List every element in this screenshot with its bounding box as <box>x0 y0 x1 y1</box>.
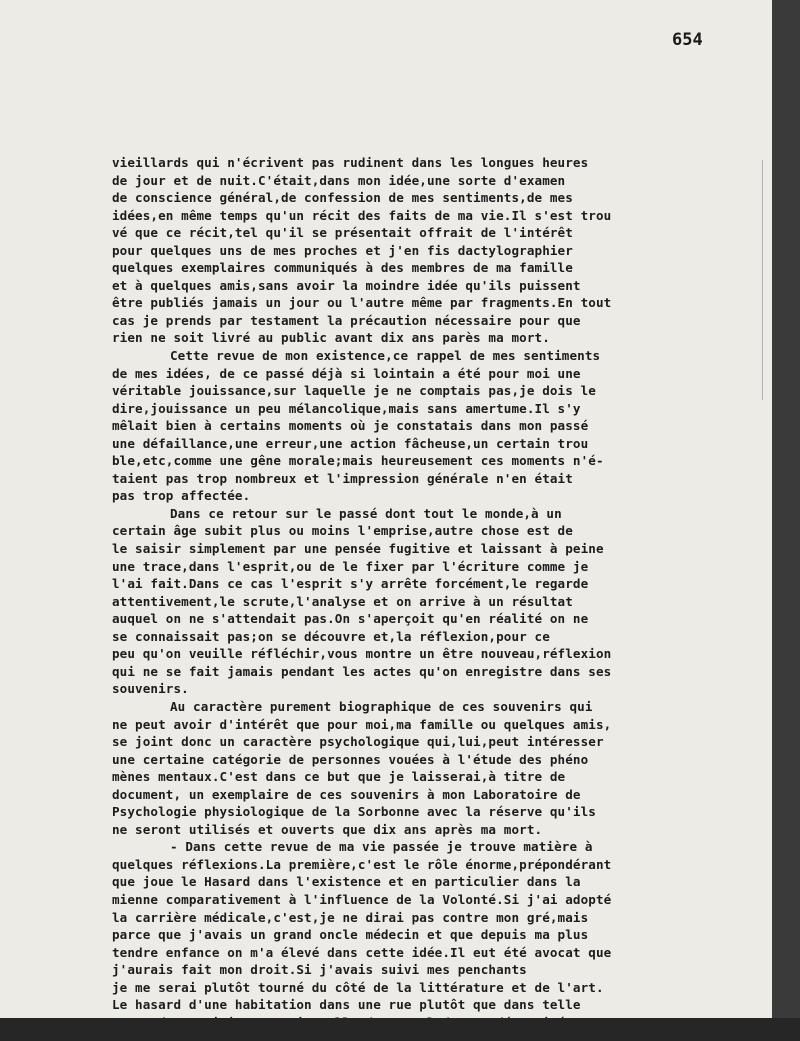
text-line: vé que ce récit,tel qu'il se présentait offrait de l'intérêt <box>112 225 573 241</box>
text-line: une certaine catégorie de personnes vouées à l'étude des phéno <box>112 751 589 767</box>
text-line: pas trop affectée. <box>112 488 251 504</box>
text-line: quelques exemplaires communiqués à des membres de ma famille <box>112 260 573 276</box>
scan-edge-bottom <box>0 1018 800 1041</box>
typed-text-body <box>112 154 772 1031</box>
text-line: se joint donc un caractère psychologique qui,lui,peut intéresser <box>112 734 604 750</box>
text-line: mêlait bien à certains moments où je constatais dans mon passé <box>112 418 589 434</box>
text-line: ble,etc,comme une gêne morale;mais heureusement ces moments n'é- <box>112 453 604 469</box>
text-line: attentivement,le scrute,l'analyse et on arrive à un résultat <box>112 593 573 609</box>
text-line: ne seront utilisés et ouverts que dix ans après ma mort. <box>112 821 543 837</box>
text-line: de mes idées, de ce passé déjà si lointain a été pour moi une <box>112 365 581 381</box>
text-line: de conscience général,de confession de mes sentiments,de mes <box>112 190 573 206</box>
text-line: rien ne soit livré au public avant dix ans parès ma mort. <box>112 330 550 346</box>
text-line: l'ai fait.Dans ce cas l'esprit s'y arrête forcément,le regarde <box>112 576 589 592</box>
text-line: certain âge subit plus ou moins l'emprise,autre chose est de <box>112 523 573 539</box>
text-line: - Dans cette revue de ma vie passée je trouve matière à <box>170 839 593 855</box>
text-line: Dans ce retour sur le passé dont tout le monde,à un <box>170 505 562 521</box>
text-line: parce que j'avais un grand oncle médecin et que depuis ma plus <box>112 927 589 943</box>
text-line: mienne comparativement à l'influence de la Volonté.Si j'ai adopté <box>112 891 612 907</box>
text-line: mènes mentaux.C'est dans ce but que je laisserai,à titre de <box>112 769 566 785</box>
text-line: j'aurais fait mon droit.Si j'avais suivi mes penchants <box>112 962 527 978</box>
text-line: Psychologie physiologique de la Sorbonne avec la réserve qu'ils <box>112 804 596 820</box>
text-line: une trace,dans l'esprit,ou de le fixer par l'écriture comme je <box>112 558 589 574</box>
text-line: ne peut avoir d'intérêt que pour moi,ma famille ou quelques amis, <box>112 716 612 732</box>
text-line: taient pas trop nombreux et l'impression générale n'en était <box>112 470 573 486</box>
text-line: que joue le Hasard dans l'existence et en particulier dans la <box>112 874 581 890</box>
text-line: la carrière médicale,c'est,je ne dirai pas contre mon gré,mais <box>112 909 589 925</box>
text-line: souvenirs. <box>112 681 189 697</box>
scan-edge-right <box>772 0 800 1041</box>
text-line: être publiés jamais un jour ou l'autre même par fragments.En tout <box>112 295 612 311</box>
text-line: dire,jouissance un peu mélancolique,mais sans amertume.Il s'y <box>112 400 581 416</box>
text-line: tendre enfance on m'a élevé dans cette idée.Il eut été avocat que <box>112 944 612 960</box>
text-line: véritable jouissance,sur laquelle je ne comptais pas,je dois le <box>112 383 596 399</box>
text-line: pour quelques uns de mes proches et j'en fis dactylographier <box>112 242 573 258</box>
text-line: Le hasard d'une habitation dans une rue plutôt que dans telle <box>112 997 581 1013</box>
text-line: qui ne se fait jamais pendant les actes qu'on enregistre dans ses <box>112 663 612 679</box>
text-line: Cette revue de mon existence,ce rappel de mes sentiments <box>170 348 601 364</box>
text-line: de jour et de nuit.C'était,dans mon idée,une sorte d'examen <box>112 172 566 188</box>
page-number: 654 <box>672 30 703 50</box>
text-line: Au caractère purement biographique de ces souvenirs qui <box>170 698 593 714</box>
text-line: et à quelques amis,sans avoir la moindre idée qu'ils puissent <box>112 277 581 293</box>
text-line: idées,en même temps qu'un récit des faits de ma vie.Il s'est trou <box>112 207 612 223</box>
text-line: auquel on ne s'attendait pas.On s'aperçoit qu'en réalité on ne <box>112 611 589 627</box>
text-line: se connaissait pas;on se découvre et,la réflexion,pour ce <box>112 628 550 644</box>
text-line: vieillards qui n'écrivent pas rudinent dans les longues heures <box>112 155 589 170</box>
text-line: le saisir simplement par une pensée fugitive et laissant à peine <box>112 541 604 557</box>
text-line: cas je prends par testament la précaution nécessaire pour que <box>112 312 581 328</box>
text-line: une défaillance,une erreur,une action fâcheuse,un certain trou <box>112 435 589 451</box>
text-line: document, un exemplaire de ces souvenirs à mon Laboratoire de <box>112 786 581 802</box>
text-line: je me serai plutôt tourné du côté de la littérature et de l'art. <box>112 979 604 995</box>
text-line: quelques réflexions.La première,c'est le rôle énorme,prépondérant <box>112 856 612 872</box>
text-line: peu qu'on veuille réfléchir,vous montre un être nouveau,réflexion <box>112 646 612 662</box>
